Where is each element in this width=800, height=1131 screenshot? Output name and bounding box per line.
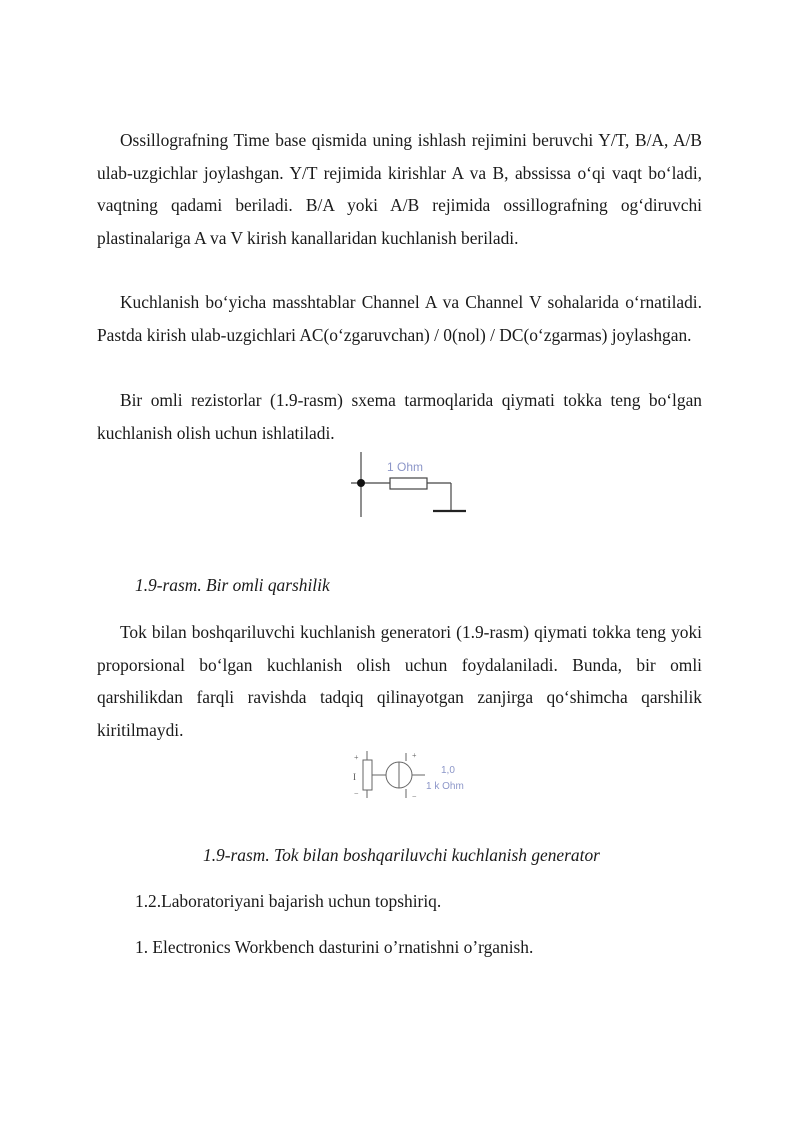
- svg-text:−: −: [354, 789, 359, 798]
- paragraph-time-base: Ossillografning Time base qismida uning ishlash rejimini beruvchi Y/T, B/A, A/B ulab-uzgichlar joylashgan. Y/T rejimida kirishlar A va B, abssissa o‘qi vaqt bo‘ladi, vaqtning qadami beriladi. B/A yoki A/B rejimida ossillografning og‘diruvchi plastinalariga A va V kirish kanallaridan kuchlanish beriladi.: [97, 130, 702, 248]
- task-heading: 1.2.Laboratoriyani bajarish uchun topshiriq.: [135, 891, 442, 911]
- svg-text:+: +: [412, 751, 417, 760]
- svg-text:−: −: [412, 792, 417, 801]
- one-ohm-resistor-diagram: [345, 452, 485, 522]
- resistance-label: 1 k Ohm: [426, 781, 464, 792]
- resistor-value-label: 1 Ohm: [387, 460, 424, 474]
- figure2-caption: 1.9-rasm. Tok bilan boshqariluvchi kuchlanish generator: [203, 845, 600, 865]
- paragraph-current-controlled-generator: Tok bilan boshqariluvchi kuchlanish generatori (1.9-rasm) qiymati tokka teng yoki proporsional bo‘lgan kuchlanish olish uchun foydalaniladi. Bunda, bir omli qarshilikdan farqli ravishda tadqiq qilinayotgan zanjirga qo‘shimcha qarshilik kiritilmaydi.: [97, 622, 702, 740]
- figure1-caption: 1.9-rasm. Bir omli qarshilik: [135, 575, 330, 595]
- paragraph-channel-scales: Kuchlanish bo‘yicha masshtablar Channel A va Channel V sohalarida o‘rnatiladi. Pastda kirish ulab-uzgichlari AC(o‘zgaruvchan) / 0(nol) / DC(o‘zgarmas) joylashgan.: [97, 292, 702, 345]
- gain-label: 1,0: [441, 765, 455, 776]
- svg-text:I: I: [353, 772, 356, 782]
- current-controlled-voltage-source-diagram: [348, 748, 488, 803]
- paragraph-one-ohm-resistor: Bir omli rezistorlar (1.9-rasm) sxema tarmoqlarida qiymati tokka teng bo‘lgan kuchlanish olish uchun ishlatiladi.: [97, 390, 702, 443]
- task-item-1: 1. Electronics Workbench dasturini o’rnatishni o’rganish.: [135, 937, 534, 957]
- svg-text:+: +: [354, 753, 359, 762]
